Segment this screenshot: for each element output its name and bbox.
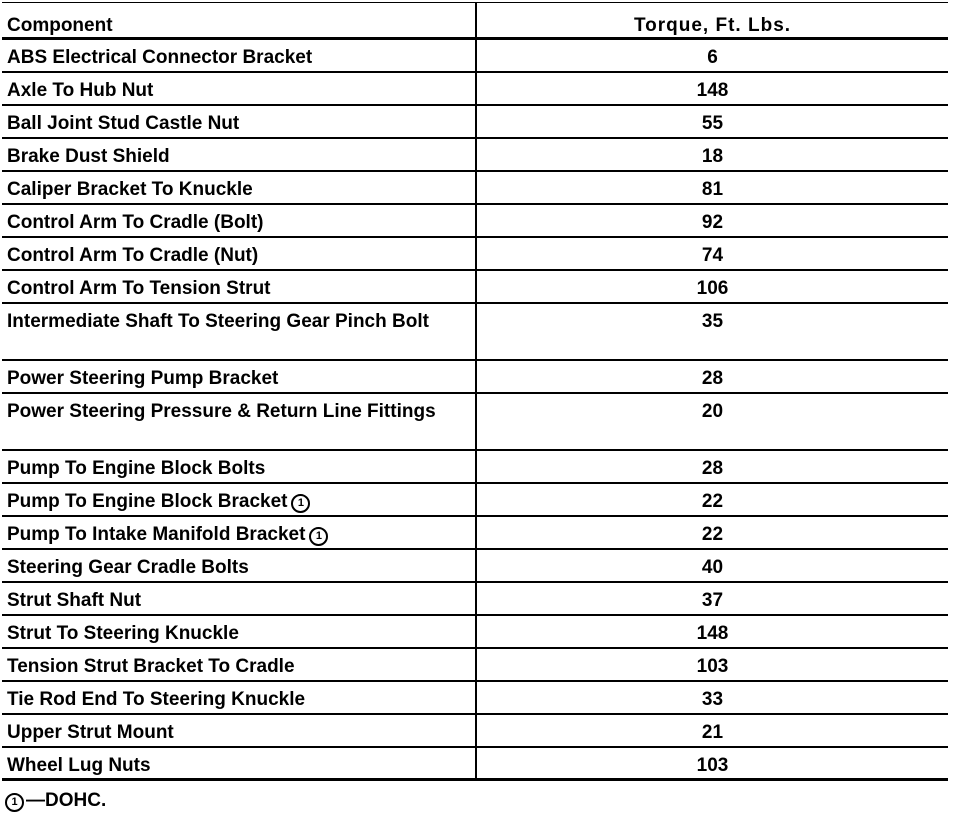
table-row: [2, 648, 948, 681]
torque-value: 28: [476, 360, 948, 393]
component-cell: [2, 237, 476, 270]
table-row: [2, 747, 948, 780]
table-body: [2, 39, 948, 780]
footnote: [5, 790, 106, 812]
table-row: [2, 582, 948, 615]
component-cell: [2, 204, 476, 237]
component-cell: [2, 516, 476, 549]
torque-value: 74: [476, 237, 948, 270]
component-cell: [2, 393, 476, 450]
component-cell: [2, 549, 476, 582]
component-name: Axle To Hub Nut: [7, 79, 154, 101]
component-cell: [2, 714, 476, 747]
component-name: Strut To Steering Knuckle: [7, 622, 239, 644]
table-row: [2, 393, 948, 450]
torque-value: 6: [476, 39, 948, 72]
component-name: Control Arm To Tension Strut: [7, 277, 271, 299]
table-row: [2, 270, 948, 303]
table-row: [2, 681, 948, 714]
component-cell: [2, 747, 476, 780]
table-row: [2, 105, 948, 138]
component-name: Pump To Intake Manifold Bracket: [7, 523, 306, 545]
table-row: [2, 171, 948, 204]
table-row: [2, 360, 948, 393]
component-name: Wheel Lug Nuts: [7, 754, 151, 776]
component-cell: [2, 360, 476, 393]
component-cell: [2, 615, 476, 648]
table-row: [2, 615, 948, 648]
torque-value: 28: [476, 450, 948, 483]
column-header-component: Component: [2, 3, 476, 39]
component-name: Strut Shaft Nut: [7, 589, 142, 611]
torque-value: 22: [476, 516, 948, 549]
table-row: [2, 303, 948, 360]
component-name: Tension Strut Bracket To Cradle: [7, 655, 295, 677]
component-cell: [2, 105, 476, 138]
component-name: Control Arm To Cradle (Bolt): [7, 211, 264, 233]
component-name: Steering Gear Cradle Bolts: [7, 556, 249, 578]
table-row: [2, 549, 948, 582]
footnote-text: —DOHC.: [26, 790, 107, 811]
table-row: [2, 450, 948, 483]
component-name: Upper Strut Mount: [7, 721, 174, 743]
component-name: Caliper Bracket To Knuckle: [7, 178, 253, 200]
component-name: Power Steering Pump Bracket: [7, 367, 279, 389]
component-name: Ball Joint Stud Castle Nut: [7, 112, 240, 134]
table-row: [2, 714, 948, 747]
torque-value: 92: [476, 204, 948, 237]
component-cell: [2, 270, 476, 303]
torque-value: 18: [476, 138, 948, 171]
table-row: [2, 483, 948, 516]
component-cell: [2, 72, 476, 105]
torque-value: 40: [476, 549, 948, 582]
component-name: Pump To Engine Block Bolts: [7, 457, 266, 479]
component-name: Intermediate Shaft To Steering Gear Pinch Bolt: [7, 310, 429, 332]
footnote-reference: 1: [291, 494, 310, 513]
component-name: Brake Dust Shield: [7, 145, 170, 167]
table-header-row: [2, 3, 948, 39]
component-cell: [2, 648, 476, 681]
torque-value: 33: [476, 681, 948, 714]
component-name: Pump To Engine Block Bracket: [7, 490, 288, 512]
component-cell: [2, 138, 476, 171]
footnote-marker: 1: [5, 793, 24, 812]
component-cell: [2, 171, 476, 204]
torque-value: 55: [476, 105, 948, 138]
torque-spec-table: [2, 2, 948, 781]
torque-value: 20: [476, 393, 948, 450]
torque-value: 148: [476, 72, 948, 105]
table-row: [2, 39, 948, 72]
table-row: [2, 204, 948, 237]
component-cell: [2, 483, 476, 516]
component-name: Control Arm To Cradle (Nut): [7, 244, 259, 266]
torque-value: 21: [476, 714, 948, 747]
table-row: [2, 138, 948, 171]
footnote-reference: 1: [309, 527, 328, 546]
component-name: Tie Rod End To Steering Knuckle: [7, 688, 306, 710]
torque-value: 22: [476, 483, 948, 516]
table-row: [2, 237, 948, 270]
component-cell: [2, 303, 476, 360]
torque-value: 35: [476, 303, 948, 360]
component-name: Power Steering Pressure & Return Line Fittings: [7, 400, 436, 422]
torque-value: 148: [476, 615, 948, 648]
component-cell: [2, 450, 476, 483]
component-cell: [2, 681, 476, 714]
torque-value: 81: [476, 171, 948, 204]
column-header-torque: Torque, Ft. Lbs.: [476, 3, 948, 39]
component-cell: [2, 39, 476, 72]
table-row: [2, 516, 948, 549]
component-cell: [2, 582, 476, 615]
torque-value: 106: [476, 270, 948, 303]
torque-value: 37: [476, 582, 948, 615]
table-row: [2, 72, 948, 105]
torque-spec-table-container: [2, 2, 948, 781]
torque-value: 103: [476, 747, 948, 780]
torque-value: 103: [476, 648, 948, 681]
component-name: ABS Electrical Connector Bracket: [7, 47, 313, 68]
